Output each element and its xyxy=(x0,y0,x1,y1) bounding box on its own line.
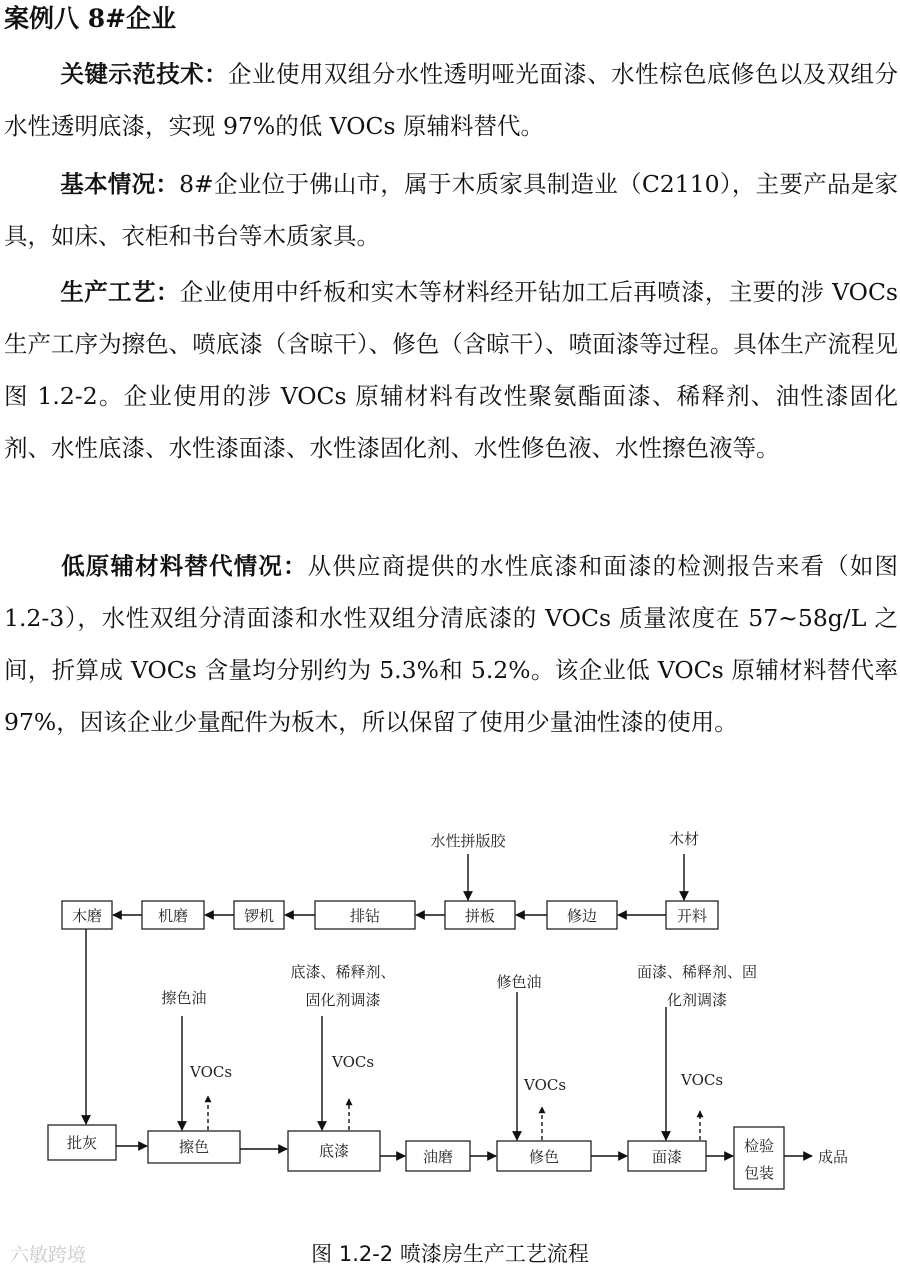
label-jianyan-line1: 检验 xyxy=(743,1137,775,1155)
label-pihui: 批灰 xyxy=(66,1134,98,1152)
paragraph-key-technology xyxy=(4,48,898,152)
label-jimo: 机磨 xyxy=(157,907,189,925)
label-paizuan: 排钻 xyxy=(349,907,381,925)
process-flow-diagram xyxy=(0,820,900,1220)
paragraph-label: 基本情况： xyxy=(60,170,180,198)
label-diqi: 底漆 xyxy=(318,1142,350,1160)
input-wood: 木材 xyxy=(668,830,700,848)
input-diqi-mix-line1: 底漆、稀释剂、 xyxy=(290,963,396,981)
label-pinban: 拼板 xyxy=(464,907,496,925)
label-case: 擦色 xyxy=(178,1138,210,1156)
watermark: 六敏跨境 xyxy=(10,1244,87,1266)
label-luoji: 锣机 xyxy=(243,907,275,925)
label-xiubian: 修边 xyxy=(566,907,598,925)
vocs-label-case: VOCs xyxy=(190,1063,233,1081)
paragraph-text: 企业使用双组分水性透明哑光面漆、水性棕色底修色以及双组分水性透明底漆，实现 97%的低 VOCs 原辅料替代。 xyxy=(4,60,899,140)
paragraph-substitution xyxy=(4,540,898,748)
paragraph-production-process xyxy=(4,266,898,474)
paragraph-label: 低原辅材料替代情况： xyxy=(60,552,308,580)
label-xiuse: 修色 xyxy=(528,1148,560,1166)
label-mianqi: 面漆 xyxy=(651,1148,683,1166)
input-diqi-mix-line2: 固化剂调漆 xyxy=(305,991,381,1009)
case-heading: 案例八 8#企业 xyxy=(4,4,177,33)
label-kailiao: 开料 xyxy=(676,907,708,925)
input-mianqi-mix-line1: 面漆、稀释剂、固 xyxy=(636,963,758,981)
input-xiuseyou: 修色油 xyxy=(496,973,542,991)
paragraph-text: 从供应商提供的水性底漆和面漆的检测报告来看（如图 1.2-3），水性双组分清面漆和水性双组分清底漆的 VOCs 质量浓度在 57~58g/L 之间，折算成 VOCs 含量均分别约为 5.3%和 5.2%。该企业低 VOCs 原辅材料替代率 97%，因该企业少量配件为板木，所以保留了使用少量油性漆的使用。 xyxy=(4,552,899,736)
input-mianqi-mix-line2: 化剂调漆 xyxy=(666,991,728,1009)
label-jianyan-line2: 包装 xyxy=(743,1164,775,1182)
paragraph-label: 生产工艺： xyxy=(60,278,180,306)
label-youmo: 油磨 xyxy=(422,1148,454,1166)
paragraph-text: 8#企业位于佛山市，属于木质家具制造业（C2110），主要产品是家具，如床、衣柜和书台等木质家具。 xyxy=(4,170,898,250)
paragraph-label: 关键示范技术： xyxy=(60,60,229,88)
vocs-label-mianqi: VOCs xyxy=(681,1071,724,1089)
label-mumo: 木磨 xyxy=(71,907,103,925)
input-cadianyou: 擦色油 xyxy=(161,989,207,1007)
label-chengpin: 成品 xyxy=(818,1148,849,1166)
input-glue: 水性拼版胶 xyxy=(430,832,506,850)
vocs-label-xiuse: VOCs xyxy=(524,1076,567,1094)
paragraph-basic-info xyxy=(4,158,898,262)
vocs-label-diqi: VOCs xyxy=(332,1053,375,1071)
figure-caption: 图 1.2-2 喷漆房生产工艺流程 xyxy=(311,1242,589,1266)
paragraph-text: 企业使用中纤板和实木等材料经开钻加工后再喷漆，主要的涉 VOCs 生产工序为擦色、喷底漆（含晾干）、修色（含晾干）、喷面漆等过程。具体生产流程见图 1.2-2。企业使用的涉 VOCs 原辅材料有改性聚氨酯面漆、稀释剂、油性漆固化剂、水性底漆、水性漆面漆、水性漆固化剂、水性修色液、水性擦色液等。 xyxy=(4,278,898,462)
